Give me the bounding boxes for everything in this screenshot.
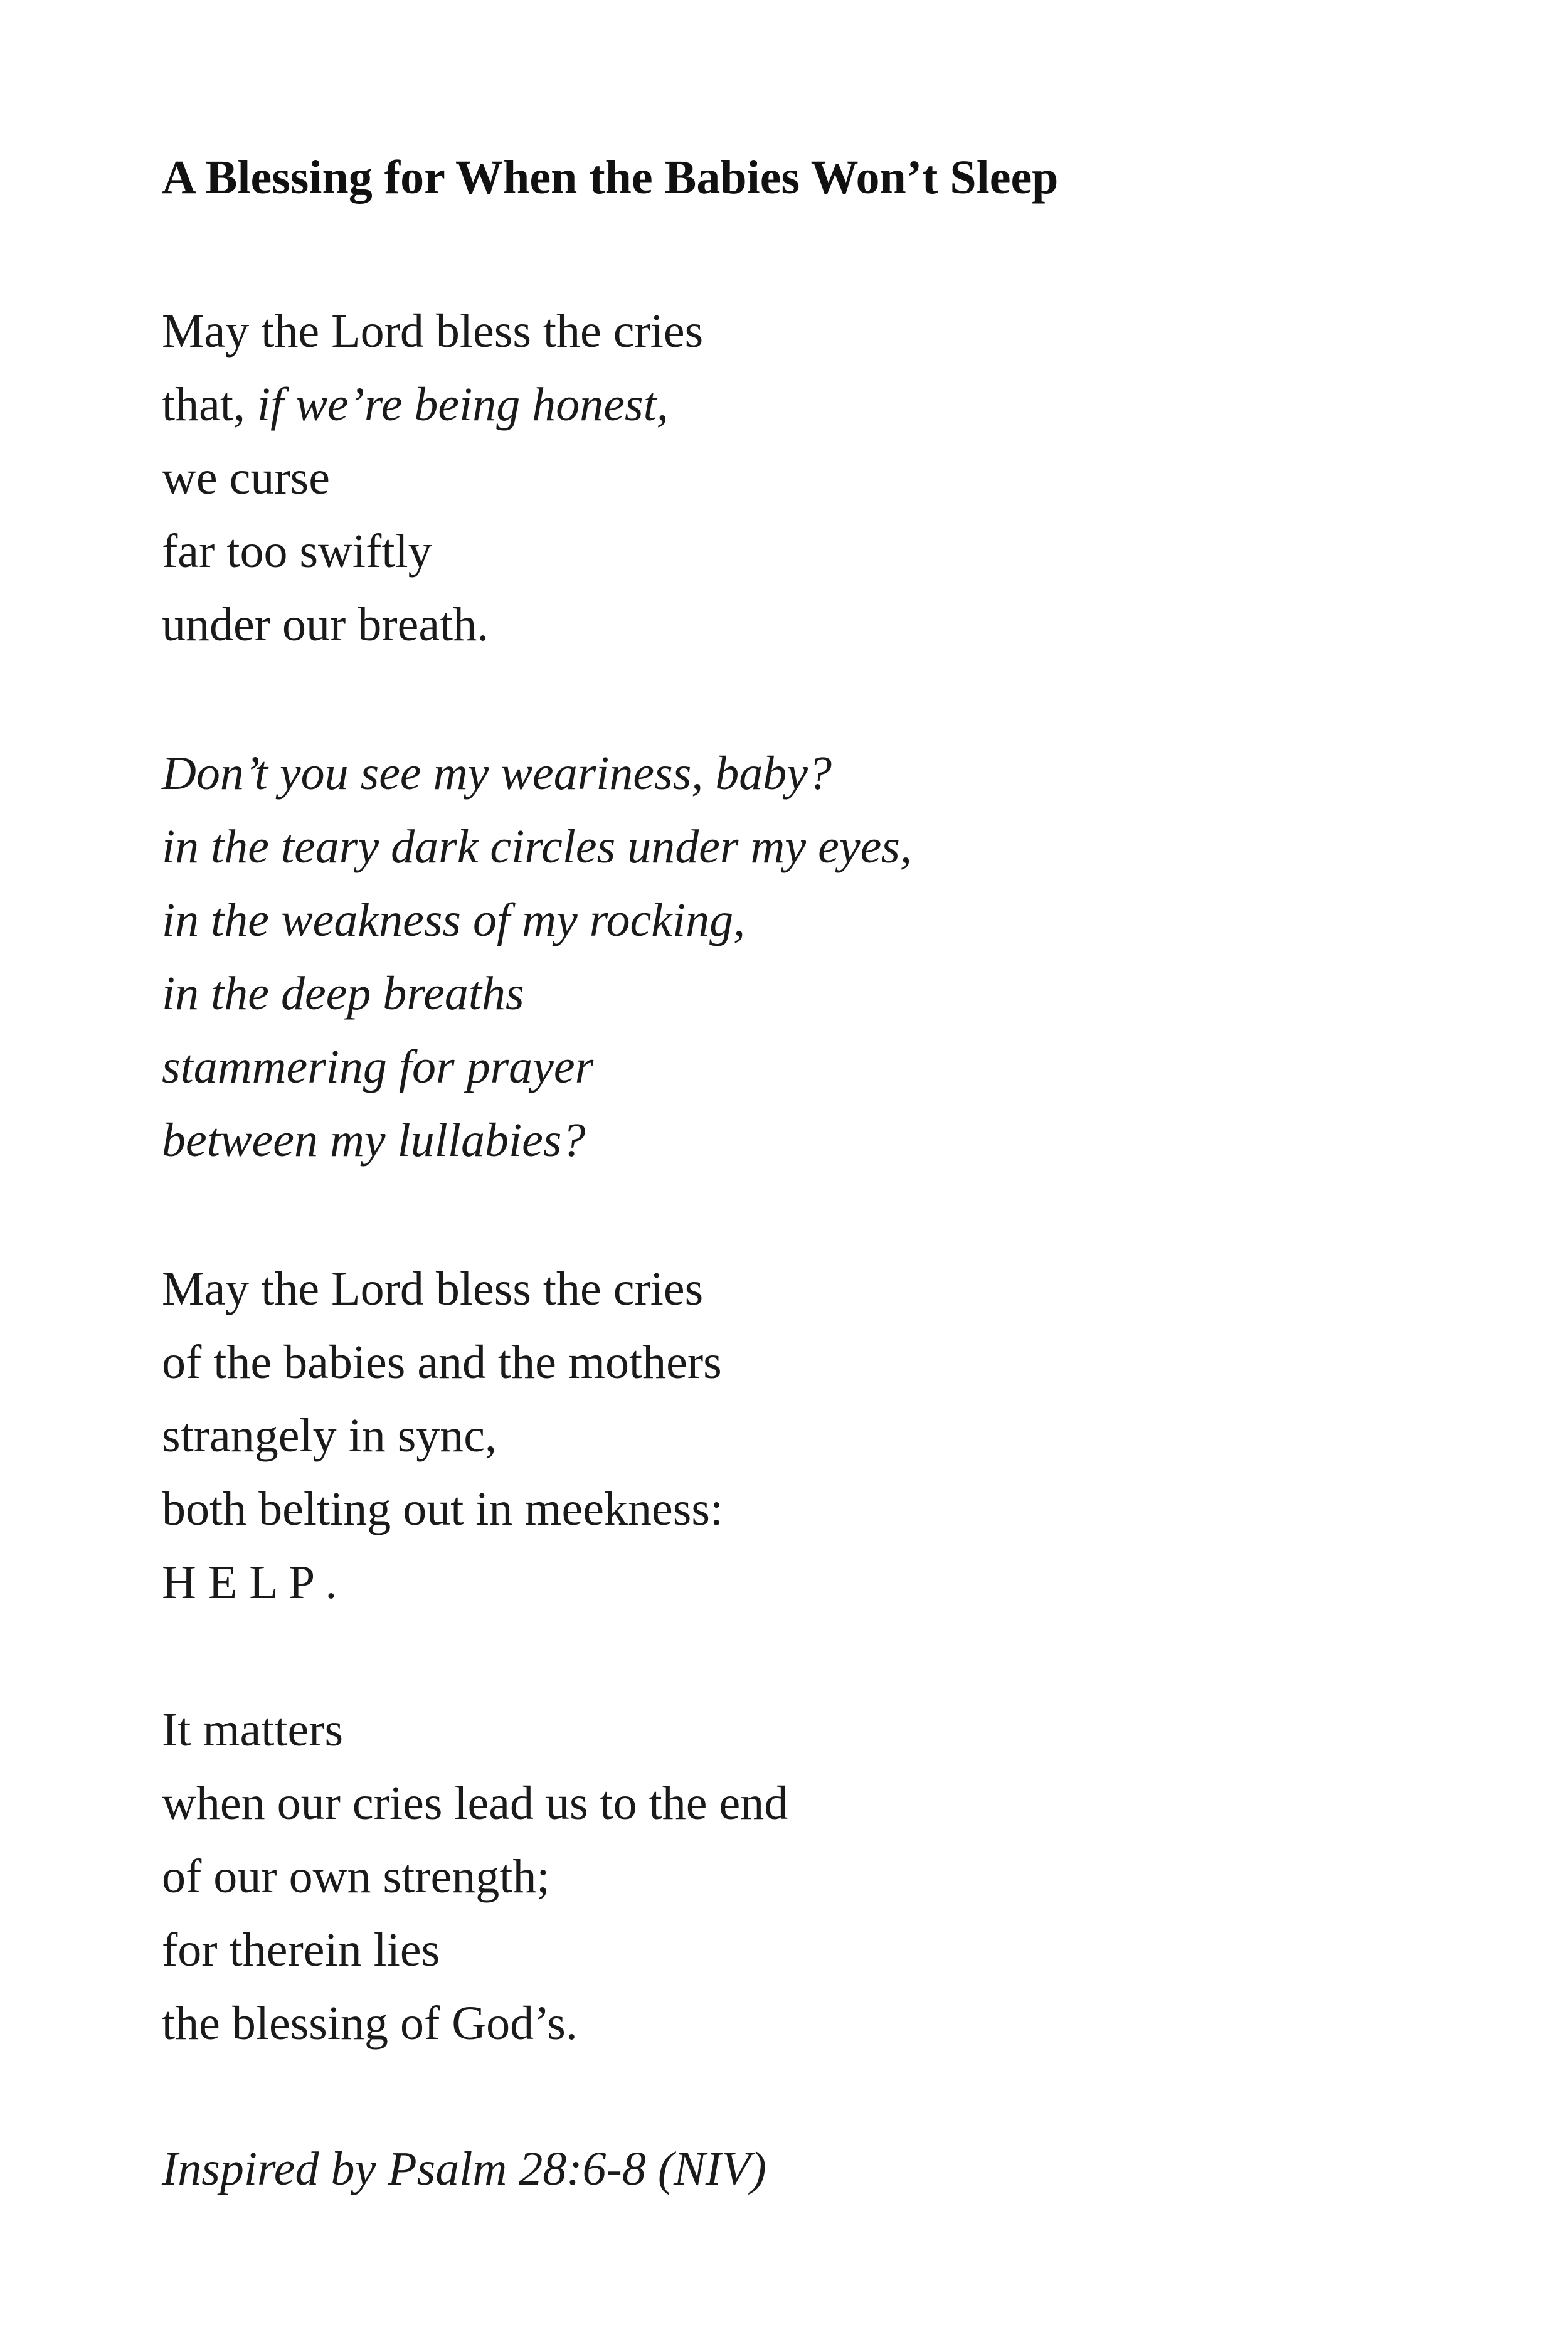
stanza-3-line-1: May the Lord bless the cries: [162, 1263, 704, 1315]
stanza-4-line-2: when our cries lead us to the end: [162, 1777, 788, 1830]
attribution: Inspired by Psalm 28:6-8 (NIV): [162, 2143, 766, 2195]
stanza-4: [162, 1693, 788, 2060]
stanza-2-line-3: in the weakness of my rocking,: [162, 894, 746, 946]
stanza-3: [162, 1253, 723, 1619]
stanza-1-line-5: under our breath.: [162, 598, 489, 651]
stanza-1-line-3: we curse: [162, 452, 330, 504]
stanza-4-line-3: of our own strength;: [162, 1850, 550, 1903]
stanza-3-line-4: both belting out in meekness:: [162, 1483, 724, 1535]
stanza-1-line-2: [162, 368, 703, 442]
stanza-3-line-5: H E L P .: [162, 1556, 337, 1609]
stanza-1-line-2-italic: if we’re being honest,: [257, 378, 669, 431]
stanza-3-line-3: strangely in sync,: [162, 1409, 497, 1462]
stanza-1-line-2-prefix: that,: [162, 378, 257, 431]
stanza-4-line-1: It matters: [162, 1703, 344, 1756]
stanza-2-line-1: Don’t you see my weariness, baby?: [162, 747, 832, 800]
stanza-3-line-2: of the babies and the mothers: [162, 1336, 722, 1389]
stanza-2-line-2: in the teary dark circles under my eyes,: [162, 820, 912, 873]
stanza-2-line-5: stammering for prayer: [162, 1041, 594, 1093]
stanza-1-line-4: far too swiftly: [162, 525, 432, 578]
stanza-2-line-4: in the deep breaths: [162, 967, 524, 1020]
stanza-1-line-1: May the Lord bless the cries: [162, 305, 704, 358]
stanza-1: [162, 295, 703, 662]
poem-title: A Blessing for When the Babies Won’t Sleep: [162, 151, 1059, 204]
stanza-2-line-6: between my lullabies?: [162, 1114, 586, 1167]
stanza-2: [162, 737, 912, 1177]
stanza-4-line-4: for therein lies: [162, 1924, 440, 1976]
stanza-4-line-5: the blessing of God’s.: [162, 1997, 578, 2050]
